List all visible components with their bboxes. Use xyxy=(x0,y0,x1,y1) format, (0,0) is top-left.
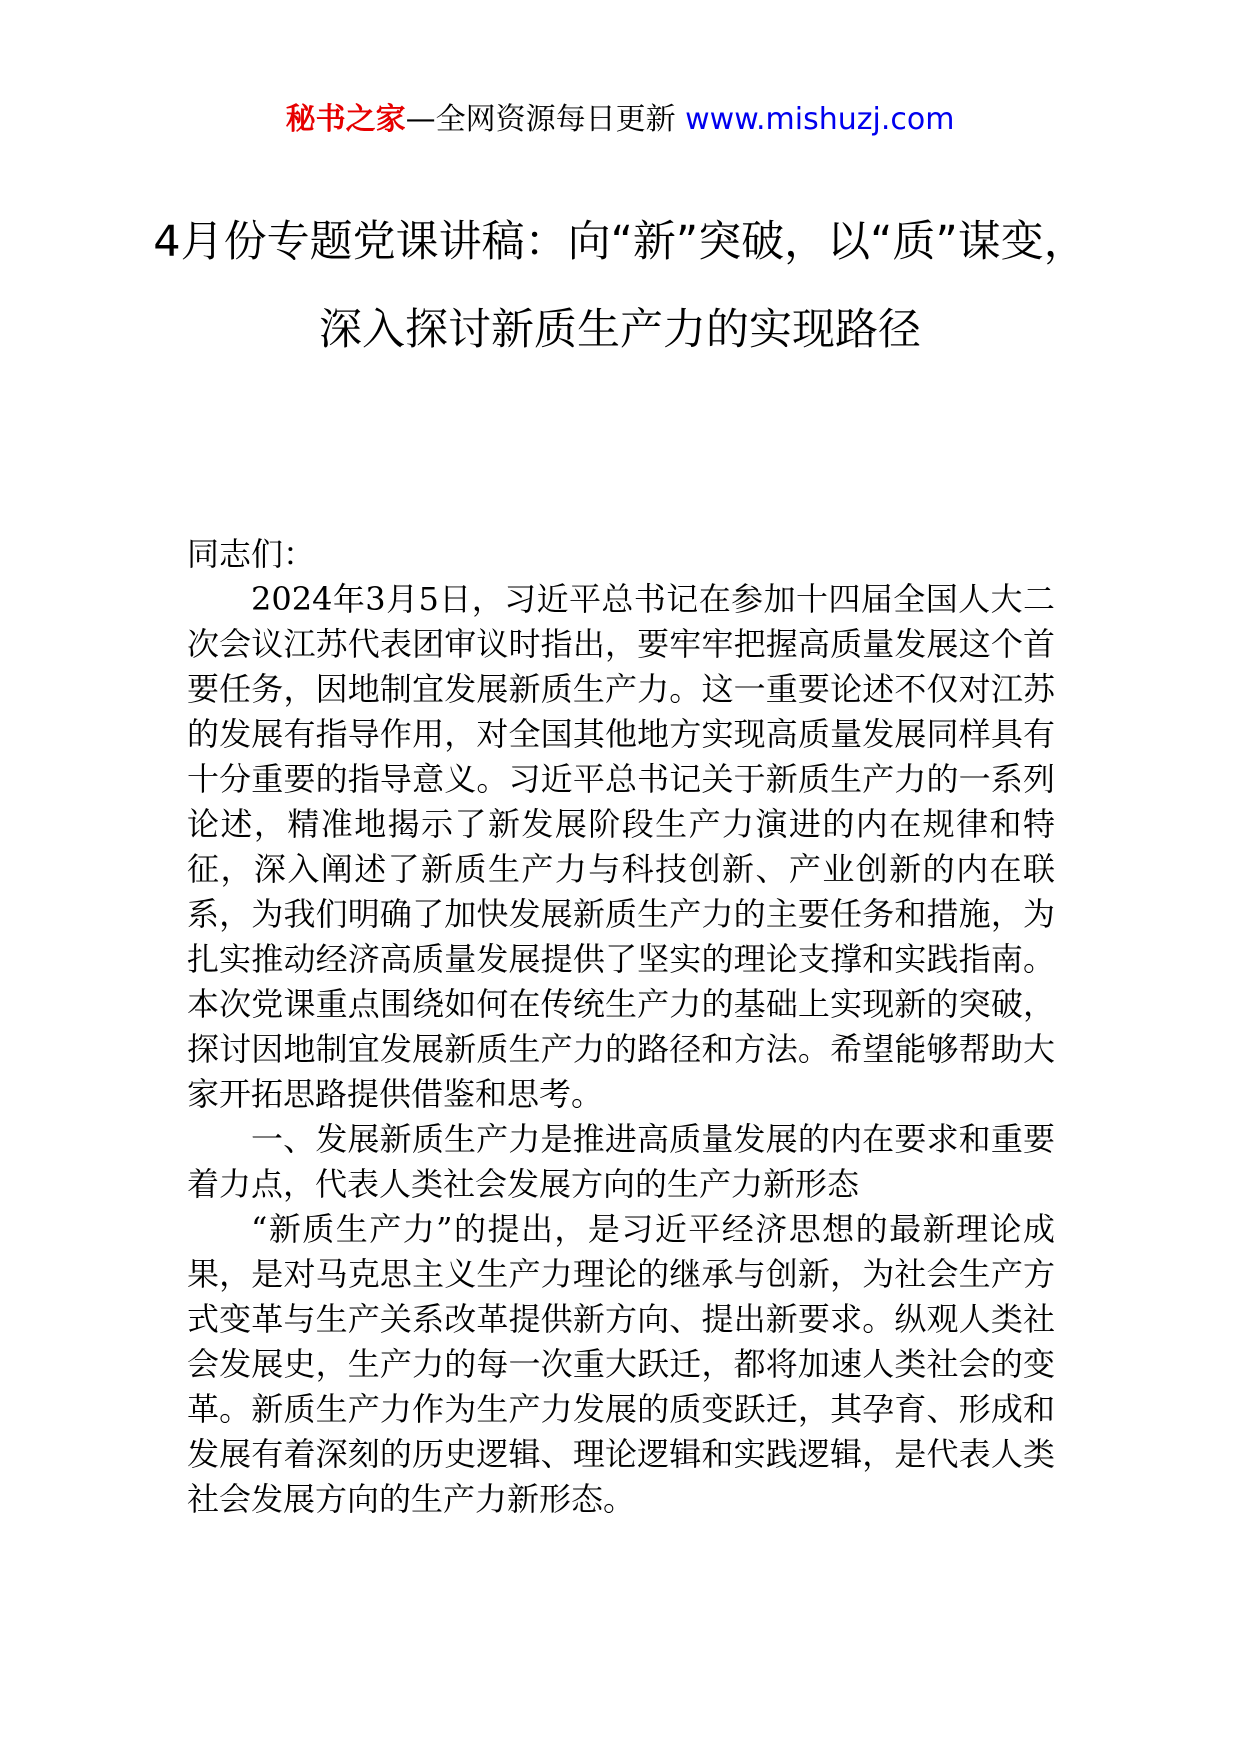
document-body xyxy=(187,532,1055,1522)
body-paragraph: “新质生产力”的提出，是习近平经济思想的最新理论成果，是对马克思主义生产力理论的继承与创新，为社会生产方式变革与生产关系改革提供新方向、提出新要求。纵观人类社会发展史，生产力的每一次重大跃迁，都将加速人类社会的变革。新质生产力作为生产力发展的质变跃迁，其孕育、形成和发展有着深刻的历史逻辑、理论逻辑和实践逻辑，是代表人类社会发展方向的生产力新形态。 xyxy=(187,1210,1055,1518)
section-heading: 一、发展新质生产力是推进高质量发展的内在要求和重要着力点，代表人类社会发展方向的生产力新形态 xyxy=(187,1120,1055,1203)
site-url-link[interactable]: www.mishuzj.com xyxy=(685,102,955,137)
salutation: 同志们： xyxy=(187,535,316,573)
site-header xyxy=(0,100,1240,140)
site-slogan: —全网资源每日更新 xyxy=(405,102,686,137)
body-paragraph: 2024年3月5日，习近平总书记在参加十四届全国人大二次会议江苏代表团审议时指出，要牢牢把握高质量发展这个首要任务，因地制宜发展新质生产力。这一重要论述不仅对江苏的发展有指导作用，对全国其他地方实现高质量发展同样具有十分重要的指导意义。习近平总书记关于新质生产力的一系列论述，精准地揭示了新发展阶段生产力演进的内在规律和特征，深入阐述了新质生产力与科技创新、产业创新的内在联系，为我们明确了加快发展新质生产力的主要任务和措施，为扎实推动经济高质量发展提供了坚实的理论支撑和实践指南。本次党课重点围绕如何在传统生产力的基础上实现新的突破，探讨因地制宜发展新质生产力的路径和方法。希望能够帮助大家开拓思路提供借鉴和思考。 xyxy=(187,580,1055,1113)
site-brand: 秘书之家 xyxy=(285,102,406,137)
document-title: 4月份专题党课讲稿：向“新”突破，以“质”谋变，深入探讨新质生产力的实现路径 xyxy=(153,217,1087,355)
